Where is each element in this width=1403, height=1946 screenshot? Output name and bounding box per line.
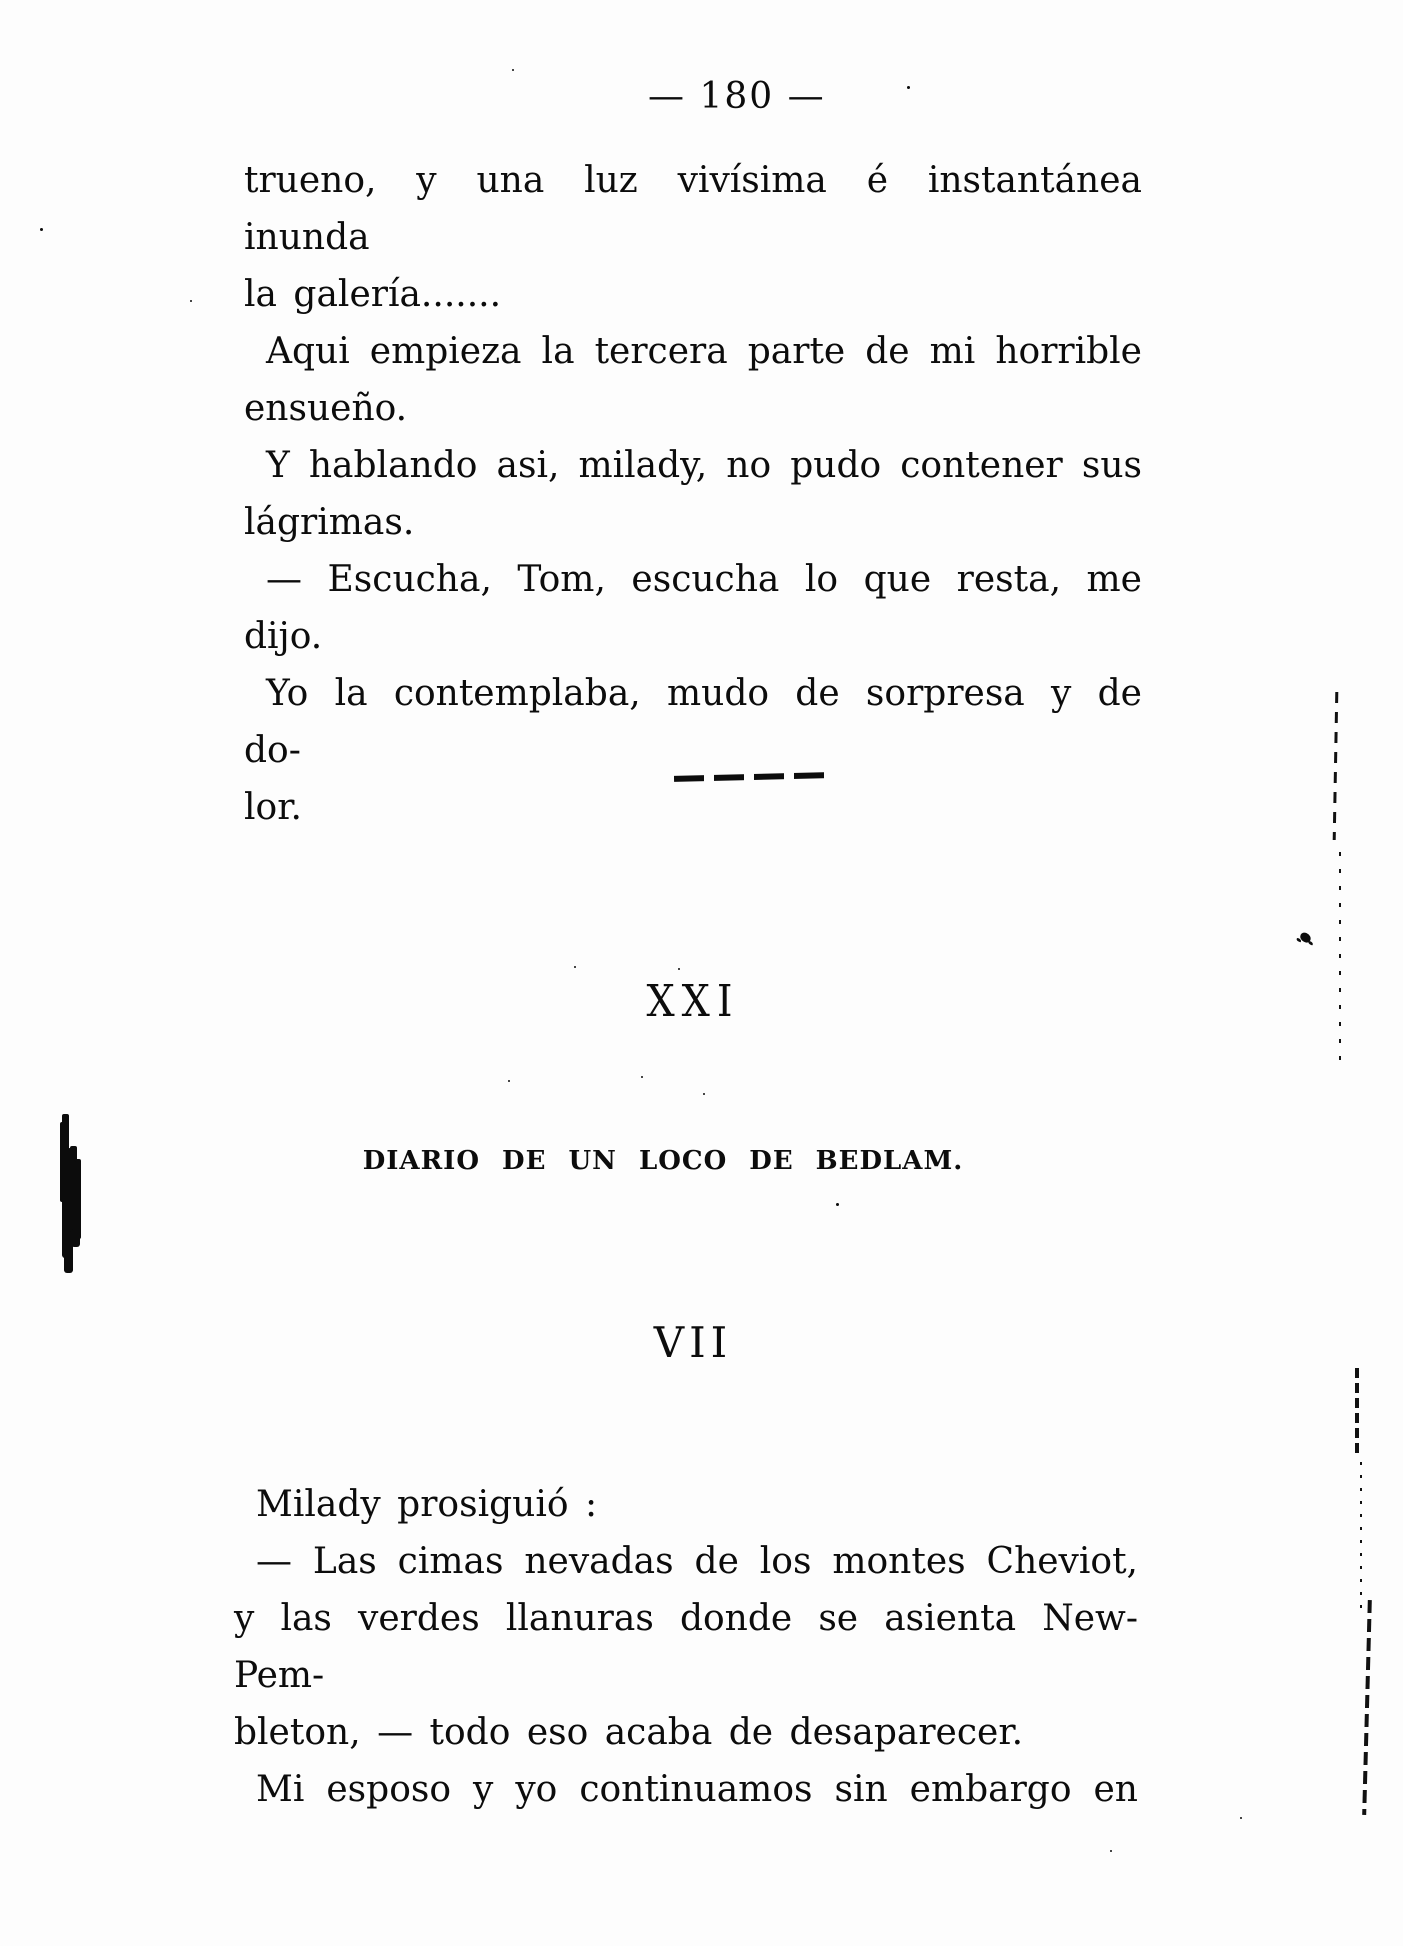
scan-streak-artifact [1362,1600,1372,1815]
text-line: ensueño. [244,388,408,429]
text-line: lor. [244,787,302,828]
speck-artifact [907,86,910,89]
page-number: — 180 — [648,76,826,117]
ink-blob-artifact [60,1122,67,1202]
section-heading: VII [653,1318,733,1367]
scan-streak-artifact [1339,852,1341,1064]
scan-streak-artifact [1355,1368,1359,1456]
scan-streak-artifact [1360,1462,1362,1612]
speck-artifact [641,1076,643,1078]
text-line: bleton, — todo eso acaba de desaparecer. [234,1712,1024,1753]
body-text-top [244,152,1142,836]
speck-artifact [190,300,192,302]
speck-artifact [836,1203,839,1206]
text-line: la galería....... [244,274,502,315]
text-line: — Escucha, Tom, escucha lo que resta, me dijo. [244,559,1142,657]
text-line: y las verdes llanuras donde se asienta New-Pem- [234,1598,1138,1696]
smudge-artifact [1299,931,1313,944]
speck-artifact [512,69,514,71]
text-line: trueno, y una luz vivísima é instantánea inunda [244,160,1142,258]
speck-artifact [703,1093,705,1095]
chapter-subtitle: DIARIO DE UN LOCO DE BEDLAM. [362,1146,964,1176]
text-line: Milady prosiguió : [256,1484,598,1525]
speck-artifact [678,968,680,970]
scan-streak-artifact [1333,692,1339,840]
speck-artifact [508,1080,510,1082]
speck-artifact [574,966,576,968]
text-line: Y hablando asi, milady, no pudo contener sus [266,445,1142,486]
text-line: Aqui empieza la tercera parte de mi horrible [266,331,1142,372]
speck-artifact [1240,1817,1242,1819]
text-line: Mi esposo y yo continuamos sin embargo en [256,1769,1138,1810]
body-text-bottom [234,1476,1138,1818]
chapter-heading: XXI [646,976,740,1027]
speck-artifact [40,228,43,231]
text-line: Yo la contemplaba, mudo de sorpresa y de do- [244,673,1142,771]
text-line: — Las cimas nevadas de los montes Cheviot, [256,1541,1138,1582]
text-line: lágrimas. [244,502,415,543]
speck-artifact [1110,1850,1112,1852]
